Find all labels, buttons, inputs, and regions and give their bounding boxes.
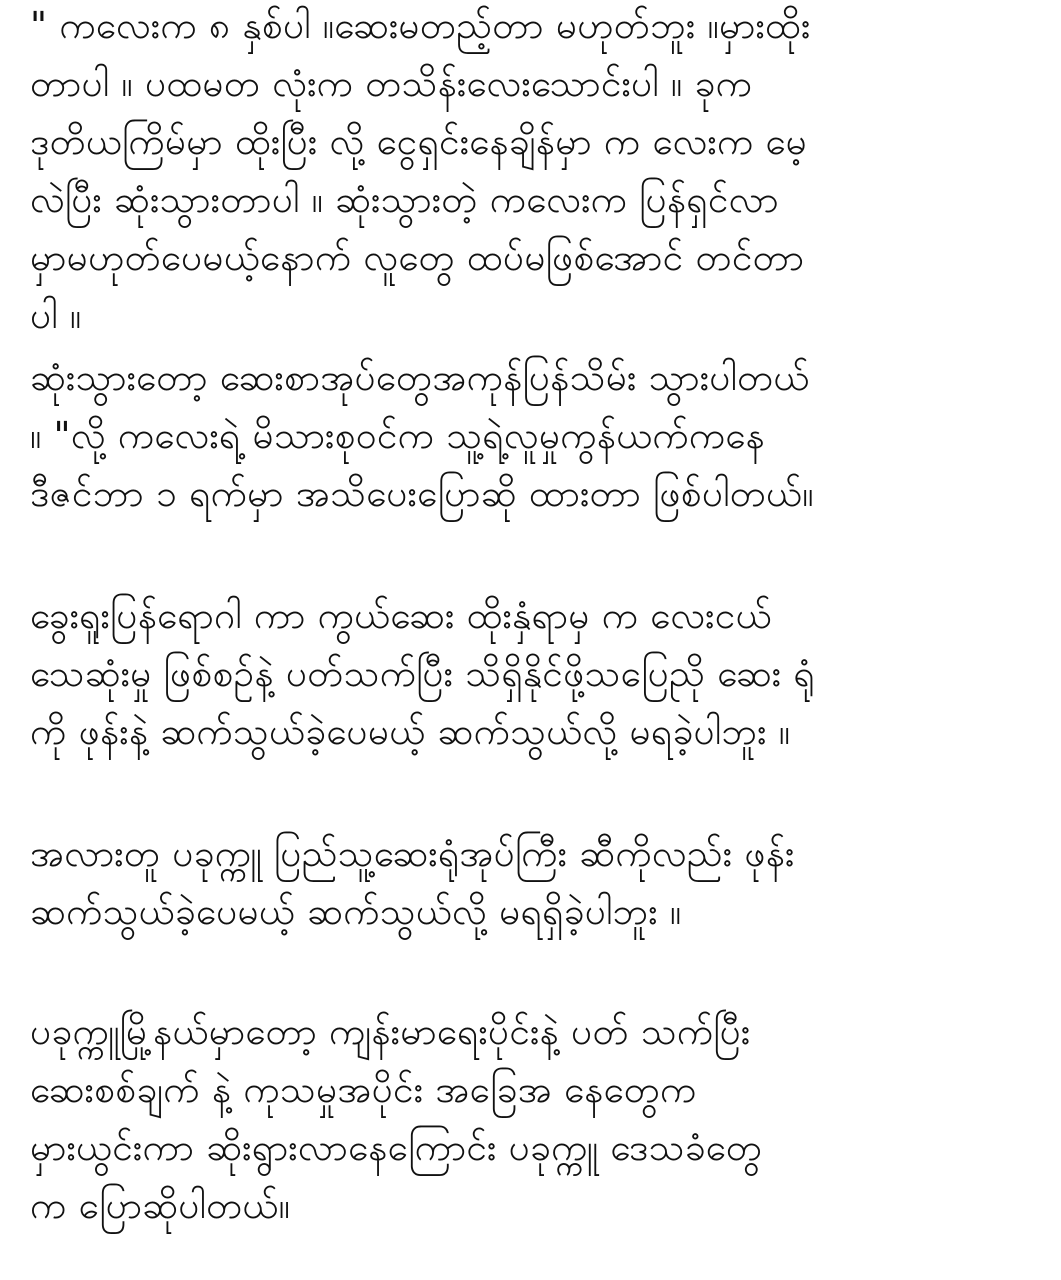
text-line: သေဆုံးမှု ဖြစ်စဥ်နဲ့ ပတ်သက်ပြီး သိရှိနိုင်ဖို့သပြေညို ဆေး ရုံ (30, 652, 815, 695)
text-line: လဲပြီး ဆုံးသွားတာပါ ။ ဆုံးသွားတဲ့ ကလေးက ပြန်ရှင်လာ (30, 178, 779, 221)
text-line: ဒီဇင်ဘာ ၁ ရက်မှာ အသိပေးပြောဆို ထားတာ ဖြစ်ပါတယ်။ (30, 472, 814, 515)
text-line: ဆေးစစ်ချက် နဲ့ ကုသမှုအပိုင်း အခြေအ နေတွေက (30, 1068, 697, 1111)
text-line: ပခုက္ကူမြို့နယ်မှာတော့ ကျန်းမာရေးပိုင်းနဲ့ ပတ် သက်ပြီး (30, 1010, 751, 1053)
text-line: ပါ ။ (30, 294, 82, 337)
text-line: အလားတူ ပခုက္ကူ ပြည်သူ့ဆေးရုံအုပ်ကြီး ဆီကိုလည်း ဖုန်း (30, 832, 795, 875)
text-line: ။ "လို့ ကလေးရဲ့ မိသားစုဝင်က သူ့ရဲ့လူမှုကွန်ယက်ကနေ (30, 414, 765, 457)
text-line: ဒုတိယကြိမ်မှာ ထိုးပြီး လို့ ငွေရှင်းနေချိန်မှာ က လေးက မေ့ (30, 120, 808, 163)
text-line: " ကလေးက ၈ နှစ်ပါ ။ဆေးမတည့်တာ မဟုတ်ဘူး ။မှားထိုး (30, 4, 811, 47)
text-line: ဆုံးသွားတော့ ဆေးစာအုပ်တွေအကုန်ပြန်သိမ်း သွားပါတယ် (30, 356, 810, 399)
text-line: မှားယွင်းကာ ဆိုးရွားလာနေကြောင်း ပခုက္ကူ ဒေသခံတွေ (30, 1126, 763, 1169)
text-line: ကို ဖုန်းနဲ့ ဆက်သွယ်ခဲ့ပေမယ့် ဆက်သွယ်လို့ မရခဲ့ပါဘူး ။ (30, 710, 791, 753)
article-body (30, 0, 1040, 1280)
text-line: မှာမဟုတ်ပေမယ့်နောက် လူတွေ ထပ်မဖြစ်အောင် တင်တာ (30, 236, 805, 279)
text-line: က ပြောဆိုပါတယ်။ (30, 1184, 291, 1227)
text-line: တာပါ ။ ပထမတ လုံးက တသိန်းလေးသောင်းပါ ။ ခုက (30, 62, 753, 105)
text-line: ခွေးရူးပြန်ရောဂါ ကာ ကွယ်ဆေး ထိုးနှံရာမှ က လေးငယ် (30, 594, 772, 637)
text-line: ဆက်သွယ်ခဲ့ပေမယ့် ဆက်သွယ်လို့ မရရှိခဲ့ပါဘူး ။ (30, 890, 682, 933)
